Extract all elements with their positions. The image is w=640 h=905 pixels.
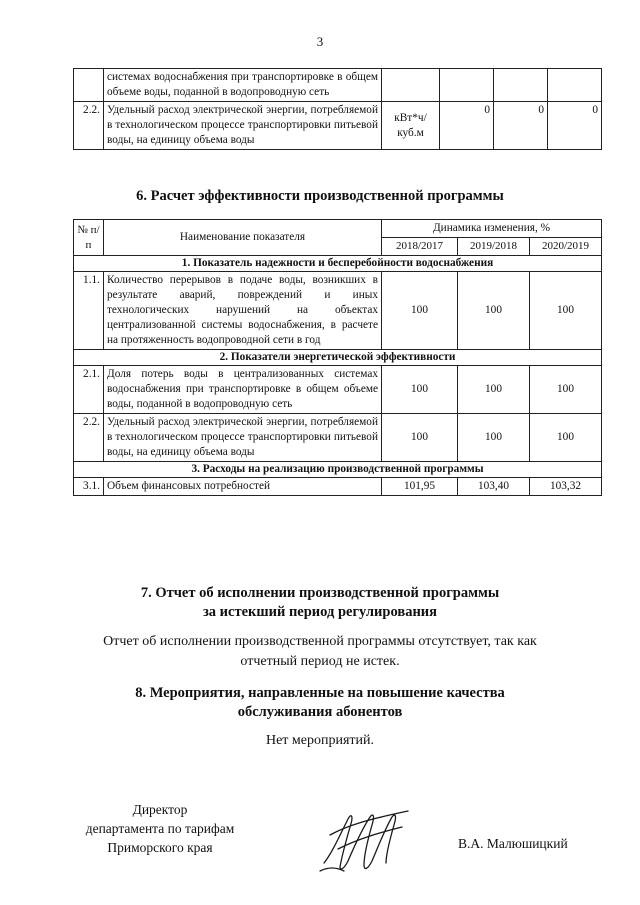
table-row	[74, 414, 602, 462]
value-cell: 100	[530, 414, 602, 462]
period-header: 2018/2017	[382, 238, 458, 256]
value-cell: 0	[548, 102, 602, 150]
table-row	[74, 366, 602, 414]
value-cell: 100	[382, 272, 458, 350]
group-title: 2. Показатели энергетической эффективности	[74, 350, 602, 366]
indicator-name: Доля потерь воды в централизованных системах водоснабжения при транспортировке в общем объеме воды, поданной в водопроводную сеть	[104, 366, 382, 414]
group-row	[74, 256, 602, 272]
position-line: Приморского края	[107, 840, 213, 855]
section-8-text: Нет мероприятий.	[265, 733, 375, 748]
row-number: 1.1.	[74, 272, 104, 350]
value-cell: 101,95	[382, 478, 458, 496]
unit-cell	[382, 69, 440, 102]
value-cell: 0	[440, 102, 494, 150]
continuation-table	[73, 68, 602, 150]
efficiency-table	[73, 219, 602, 496]
page-number: 3	[316, 34, 324, 49]
indicator-name: Объем финансовых потребностей	[104, 478, 382, 496]
handwritten-signature	[318, 805, 414, 877]
section-7-title-line1: 7. Отчет об исполнении производственной программы	[140, 585, 500, 601]
name-header: Наименование показателя	[104, 220, 382, 256]
header-row	[74, 220, 602, 238]
section-8-title-line1: 8. Мероприятия, направленные на повышение качества	[135, 685, 505, 701]
section-7-title-line2: за истекший период регулирования	[202, 604, 438, 620]
unit-cell: кВт*ч/ куб.м	[382, 102, 440, 150]
row-number: 2.2.	[74, 102, 104, 150]
signatory-name: В.А. Малюшицкий	[458, 836, 568, 851]
row-number: 2.1.	[74, 366, 104, 414]
section-7-text-line1: Отчет об исполнении производственной программы отсутствует, так как	[103, 634, 537, 649]
row-number: 2.2.	[74, 414, 104, 462]
table-row	[74, 272, 602, 350]
value-cell	[548, 69, 602, 102]
value-cell: 0	[494, 102, 548, 150]
value-cell: 103,40	[458, 478, 530, 496]
value-cell: 100	[382, 414, 458, 462]
indicator-name: Удельный расход электрической энергии, потребляемой в технологическом процессе транспортировки питьевой воды, на единицу объема воды	[104, 102, 382, 150]
value-cell: 100	[530, 272, 602, 350]
row-number: 3.1.	[74, 478, 104, 496]
table-row	[74, 478, 602, 496]
num-header: № п/п	[74, 220, 104, 256]
row-number	[74, 69, 104, 102]
value-cell: 100	[458, 366, 530, 414]
value-cell: 100	[530, 366, 602, 414]
value-cell: 100	[458, 272, 530, 350]
group-title: 1. Показатель надежности и бесперебойности водоснабжения	[74, 256, 602, 272]
section-8-title-line2: обслуживания абонентов	[237, 704, 403, 720]
position-line: департамента по тарифам	[85, 821, 235, 836]
value-cell	[494, 69, 548, 102]
group-row	[74, 350, 602, 366]
dynamics-header: Динамика изменения, %	[382, 220, 602, 238]
table-row	[74, 102, 602, 150]
value-cell: 100	[382, 366, 458, 414]
value-cell: 100	[458, 414, 530, 462]
period-header: 2020/2019	[530, 238, 602, 256]
indicator-name: Удельный расход электрической энергии, потребляемой в технологическом процессе транспортировки питьевой воды, на единицу объема воды	[104, 414, 382, 462]
indicator-name: системах водоснабжения при транспортировке в общем объеме воды, поданной в водопроводную сеть	[104, 69, 382, 102]
section-7-text-line2: отчетный период не истек.	[240, 654, 400, 669]
position-line: Директор	[132, 802, 188, 817]
group-row	[74, 462, 602, 478]
indicator-name: Количество перерывов в подаче воды, возникших в результате аварий, повреждений и иных технологических нарушений на объектах централизованной системы водоснабжения, в расчете на протяженность водопроводной сети в год	[104, 272, 382, 350]
period-header: 2019/2018	[458, 238, 530, 256]
signatory-position	[70, 800, 250, 857]
section-6-title: 6. Расчет эффективности производственной программы	[136, 188, 504, 204]
table-row	[74, 69, 602, 102]
value-cell	[440, 69, 494, 102]
group-title: 3. Расходы на реализацию производственной программы	[74, 462, 602, 478]
value-cell: 103,32	[530, 478, 602, 496]
